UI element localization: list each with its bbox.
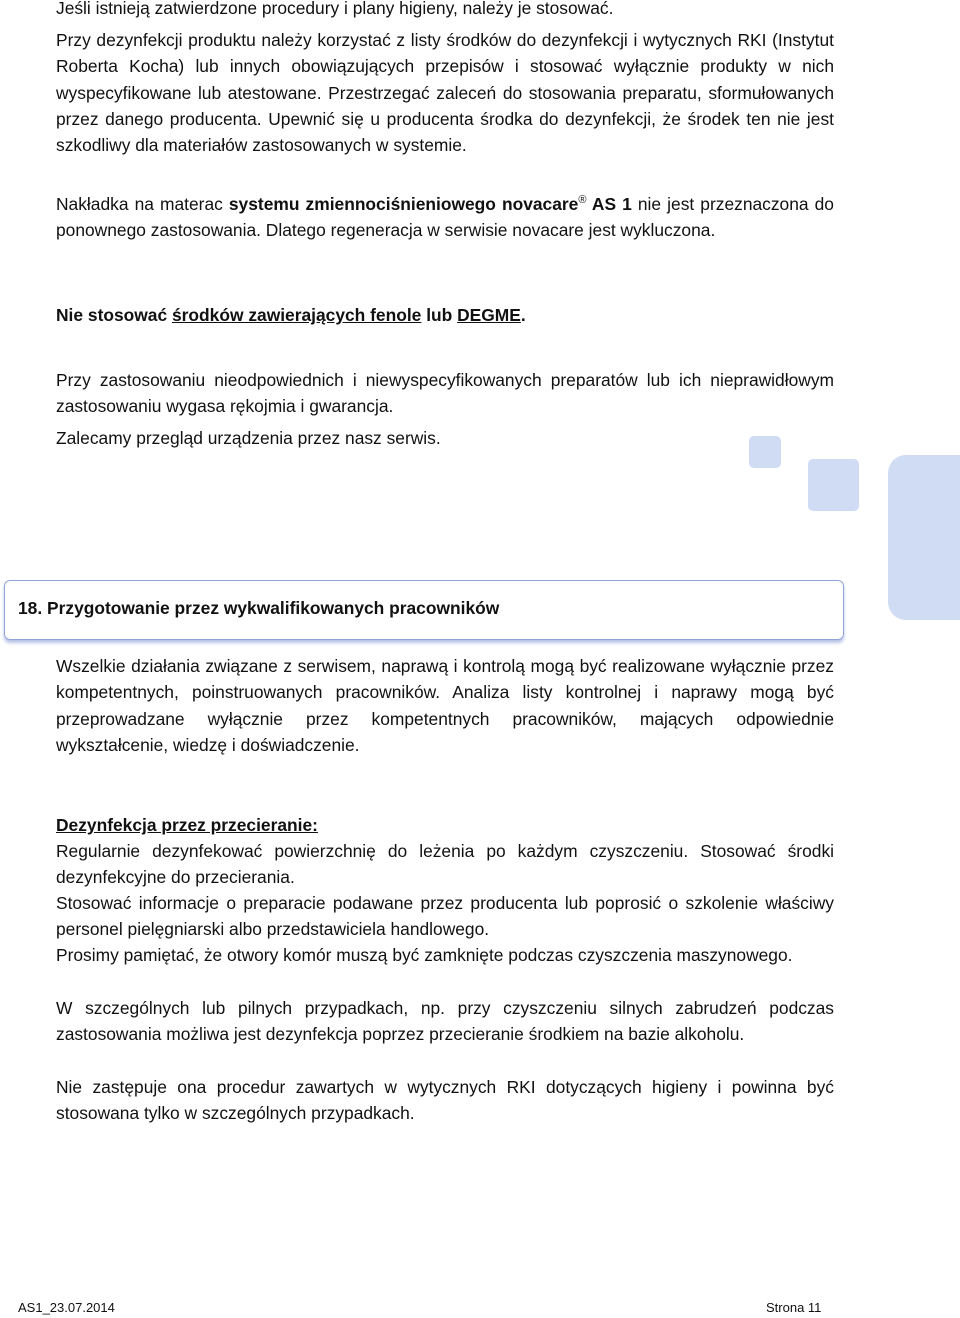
paragraph-warranty: Przy zastosowaniu nieodpowiednich i niewyspecyfikowanych preparatów lub ich nieprawidłowym zastosowaniu wygasa rękojmia i gwarancja. xyxy=(56,370,834,417)
paragraph-disinfection-rki: Przy dezynfekcji produktu należy korzystać z listy środków do dezynfekcji i wytycznych RKI (Instytut Roberta Kocha) lub innych obowiązujących przepisów i stosować wyłącznie produkty w nich wyspecyfikowane lub atestowane. Przestrzegać zaleceń do stosowania preparatu, sformułowanych przez danego producenta. Upewnić się u producenta środka do dezynfekcji, że środek ten nie jest szkodliwy dla materiałów zastosowanych w systemie. xyxy=(56,30,834,156)
warn-c: lub xyxy=(421,305,458,325)
registered-mark: ® xyxy=(578,194,587,207)
paragraph-chamber-openings: Prosimy pamiętać, że otwory komór muszą być zamknięte podczas czyszczenia maszynowego. xyxy=(56,945,793,965)
decorative-square-medium xyxy=(808,459,859,511)
paragraph-hygiene-plans: Jeśli istnieją zatwierdzone procedury i plany higieny, należy je stosować. xyxy=(56,0,614,18)
paragraph-alcohol-wipe: W szczególnych lub pilnych przypadkach, np. przy czyszczeniu silnych zabrudzeń podczas zastosowania możliwa jest dezynfekcja poprzez przecieranie środkiem na bazie alkoholu. xyxy=(56,998,834,1045)
footer-page-number: Strona 11 xyxy=(766,1300,822,1315)
p3-text-d: nie jest przeznaczona do ponownego zastosowania. Dlatego regeneracja w serwisie novacare jest wykluczona. xyxy=(56,194,834,241)
decorative-square-large xyxy=(888,455,960,620)
warn-a: Nie stosować xyxy=(56,305,172,325)
warn-degme: DEGME xyxy=(457,305,521,325)
paragraph-rki-procedures: Nie zastępuje ona procedur zawartych w wytycznych RKI dotyczących higieny i powinna być stosowana tylko w szczególnych przypadkach. xyxy=(56,1077,834,1124)
paragraph-not-reusable xyxy=(56,191,834,244)
decorative-square-small xyxy=(749,436,781,468)
p3-text-a: Nakładka na materac xyxy=(56,194,229,214)
warn-phenols: środków zawierających fenole xyxy=(171,305,422,325)
p3-system-name: systemu zmiennociśnieniowego novacare xyxy=(228,194,579,214)
warning-phenols xyxy=(56,302,834,328)
paragraph-qualified-staff: Wszelkie działania związane z serwisem, naprawą i kontrolą mogą być realizowane wyłącznie przez kompetentnych, poinstruowanych pracowników. Analiza listy kontrolnej i naprawy mogą być przeprowadzane wyłącznie przez kompetentnych pracowników, mających odpowiednie wykształcenie, wiedzę i doświadczenie. xyxy=(56,656,834,755)
paragraph-training: Stosować informacje o preparacie podawane przez producenta lub poprosić o szkolenie właściwy personel pielęgniarski albo przedstawiciela handlowego. xyxy=(56,893,834,940)
paragraph-service-check: Zalecamy przegląd urządzenia przez nasz serwis. xyxy=(56,428,441,448)
warn-e: . xyxy=(520,305,526,325)
subheading-wipe-disinfection: Dezynfekcja przez przecieranie: xyxy=(56,815,318,835)
p3-model: AS 1 xyxy=(586,194,632,214)
footer-doc-id: AS1_23.07.2014 xyxy=(18,1300,115,1315)
section-title: 18. Przygotowanie przez wykwalifikowanych pracowników xyxy=(18,598,500,618)
paragraph-regular-disinfection: Regularnie dezynfekować powierzchnię do leżenia po każdym czyszczeniu. Stosować środki dezynfekcyjne do przecierania. xyxy=(56,841,834,888)
